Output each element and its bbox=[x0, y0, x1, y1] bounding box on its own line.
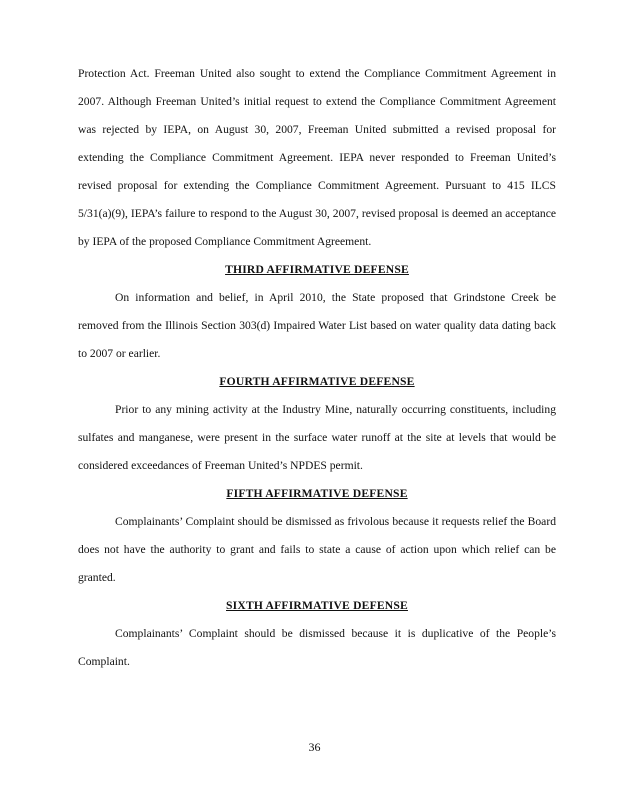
continuation-paragraph: Protection Act. Freeman United also sought to extend the Compliance Commitment Agreement in 2007. Although Freeman United’s initial request to extend the Compliance Commitment Agreement was rejected by IEPA, on August 30, 2007, Freeman United submitted a revised proposal for extending the Compliance Commitment Agreement. IEPA never responded to Freeman United’s revised proposal for extending the Compliance Commitment Agreement. Pursuant to 415 ILCS 5/31(a)(9), IEPA’s failure to respond to the August 30, 2007, revised proposal is deemed an acceptance by IEPA of the proposed Compliance Commitment Agreement. bbox=[78, 67, 556, 248]
third-affirmative-defense-heading: THIRD AFFIRMATIVE DEFENSE bbox=[225, 263, 409, 276]
page-number: 36 bbox=[308, 740, 321, 754]
fourth-affirmative-defense-heading: FOURTH AFFIRMATIVE DEFENSE bbox=[219, 375, 415, 388]
sixth-affirmative-defense-text: Complainants’ Complaint should be dismissed because it is duplicative of the People’s Complaint. bbox=[78, 627, 556, 668]
fifth-affirmative-defense-text: Complainants’ Complaint should be dismissed as frivolous because it requests relief the Board does not have the authority to grant and fails to state a cause of action upon which relief can be granted. bbox=[78, 515, 556, 584]
third-affirmative-defense-text: On information and belief, in April 2010, the State proposed that Grindstone Creek be removed from the Illinois Section 303(d) Impaired Water List based on water quality data dating back to 2007 or earlier. bbox=[78, 291, 556, 360]
fourth-affirmative-defense-text: Prior to any mining activity at the Industry Mine, naturally occurring constituents, including sulfates and manganese, were present in the surface water runoff at the site at levels that would be considered exceedances of Freeman United’s NPDES permit. bbox=[78, 403, 556, 472]
document-body bbox=[78, 60, 556, 676]
sixth-affirmative-defense-heading: SIXTH AFFIRMATIVE DEFENSE bbox=[226, 599, 408, 612]
fifth-affirmative-defense-heading: FIFTH AFFIRMATIVE DEFENSE bbox=[226, 487, 408, 500]
